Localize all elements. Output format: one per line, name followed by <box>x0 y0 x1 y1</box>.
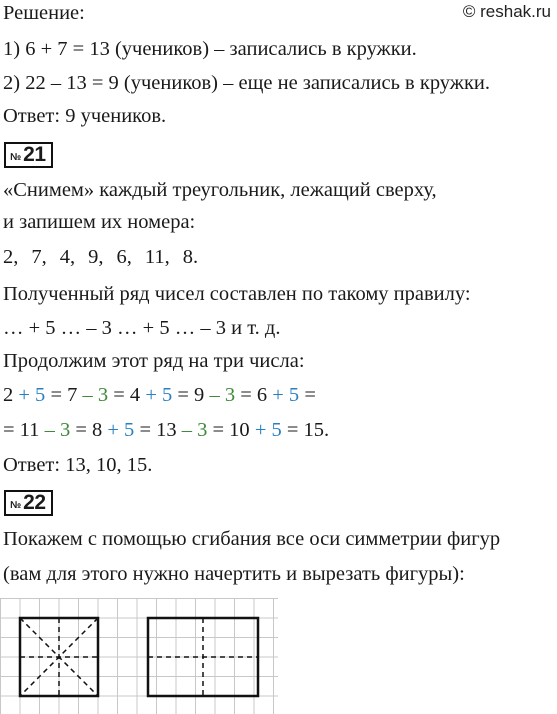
sequence-number: 6, <box>116 246 132 268</box>
square-figure <box>20 618 98 696</box>
equation-part: = 9 <box>172 384 210 406</box>
equation-part: = 4 <box>108 384 146 406</box>
equation-part: = 11 <box>3 419 45 441</box>
equation-part: = 13 <box>134 419 182 441</box>
equation-part: – 3 <box>209 384 236 406</box>
equation-part: + 5 <box>272 384 300 406</box>
p21-answer: Ответ: 13, 10, 15. <box>3 454 153 476</box>
equation-part: + 5 <box>254 419 282 441</box>
equation-part: + 5 <box>145 384 173 406</box>
problem-number: 22 <box>23 491 46 514</box>
equation-part: – 3 <box>181 419 208 441</box>
equation-part: = <box>299 384 316 406</box>
equation-part: = 6 <box>235 384 273 406</box>
p20-line-1: 1) 6 + 7 = 13 (учеников) – записались в кружки. <box>3 38 417 60</box>
p21-text-1: «Снимем» каждый треугольник, лежащий сверху, <box>3 179 437 201</box>
number-sign: № <box>10 499 22 511</box>
p21-text-2: и запишем их номера: <box>3 211 196 233</box>
p22-text-1: Покажем с помощью сгибания все оси симметрии фигур <box>3 528 501 550</box>
equation-part: = 15. <box>281 419 330 441</box>
equation-part: = 8 <box>70 419 108 441</box>
equation-part: = 7 <box>45 384 83 406</box>
p22-text-2: (вам для этого нужно начертить и вырезать фигуры): <box>3 563 465 585</box>
sequence-number: 8. <box>182 246 199 268</box>
p21-rule: … + 5 … – 3 … + 5 … – 3 и т. д. <box>3 317 281 339</box>
p21-continue: Продолжим этот ряд на три числа: <box>3 350 305 372</box>
sequence-number: 7, <box>31 246 47 268</box>
equation-part: + 5 <box>18 384 46 406</box>
equation-part: 2 <box>3 384 19 406</box>
problem-number: 21 <box>23 143 46 166</box>
sequence-number: 2, <box>3 246 19 268</box>
sequence-number: 11, <box>144 246 170 268</box>
p20-answer: Ответ: 9 учеников. <box>3 105 167 127</box>
solution-title: Решение: <box>3 2 85 24</box>
p20-line-2: 2) 22 – 13 = 9 (учеников) – еще не записались в кружки. <box>3 72 491 94</box>
equation-part: – 3 <box>82 384 109 406</box>
equation-part: + 5 <box>107 419 135 441</box>
equation-part: – 3 <box>44 419 71 441</box>
equation-part: = 10 <box>207 419 255 441</box>
p21-rule-intro: Полученный ряд чисел составлен по такому правилу: <box>3 283 471 305</box>
sequence-number: 4, <box>59 246 76 268</box>
number-sign: № <box>10 151 22 163</box>
sequence-number: 9, <box>88 246 104 268</box>
watermark: © reshak.ru <box>462 2 551 21</box>
